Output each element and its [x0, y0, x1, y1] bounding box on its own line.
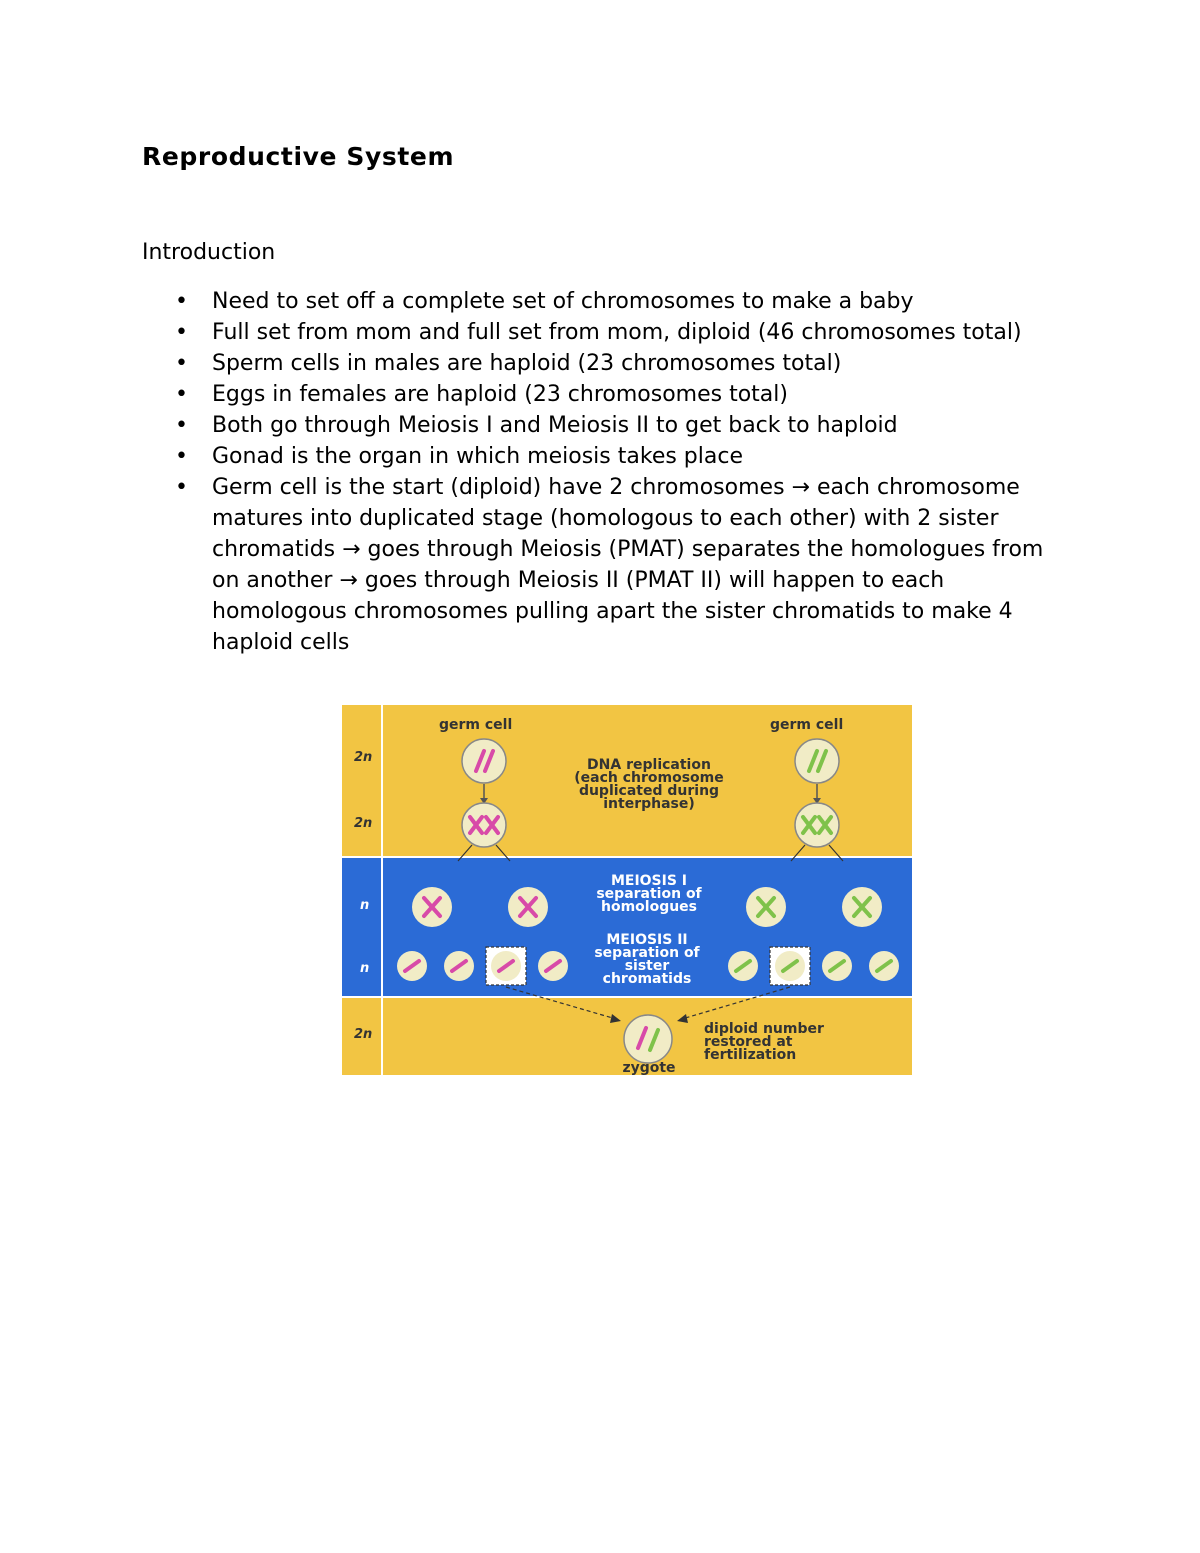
bullet-text: Need to set off a complete set of chromosomes to make a baby — [212, 289, 914, 314]
dna-replication-line: DNA replication — [587, 757, 711, 773]
bullet-text: Germ cell is the start (diploid) have 2 chromosomes → each chromosome matures into duplicated stage (homologous to each other) with 2 sister chromatids → goes through Meiosis (PMAT) separates the homologues from on another → goes through Meiosis II (PMAT II) will happen to each homologous chromosomes pulling apart the sister chromatids to make 4 haploid cells — [212, 475, 1044, 655]
meiosis2-line: sister — [624, 958, 670, 974]
germ-cell-left — [462, 739, 506, 783]
bullet-glyph: • — [175, 475, 188, 500]
zygote-label: zygote — [622, 1060, 676, 1075]
meiosis-diagram — [342, 705, 912, 1075]
list-item — [142, 286, 1062, 317]
bullet-text: Full set from mom and full set from mom, diploid (46 chromosomes total) — [212, 320, 1022, 345]
zygote-cell — [624, 1015, 672, 1063]
bullet-glyph: • — [175, 289, 188, 314]
row-label: 2n — [354, 1027, 373, 1042]
row-label: 2n — [354, 816, 373, 831]
duplicated-cell-left — [462, 803, 506, 847]
bullet-text: Both go through Meiosis I and Meiosis II to get back to haploid — [212, 413, 898, 438]
germ-cell-label-left: germ cell — [439, 717, 513, 733]
bullet-glyph: • — [175, 413, 188, 438]
meiosis1-line: MEIOSIS I — [610, 873, 688, 889]
row-label: 2n — [354, 750, 373, 765]
dna-replication-line: duplicated during — [578, 783, 720, 799]
row-label: n — [360, 898, 370, 913]
bullet-glyph: • — [175, 320, 188, 345]
germ-cell-label-right: germ cell — [770, 717, 844, 733]
meiosis1-line: homologues — [600, 899, 698, 915]
list-item — [142, 441, 1062, 472]
bullet-list — [142, 286, 1062, 658]
list-item — [142, 317, 1062, 348]
document-title: Reproductive System — [142, 142, 455, 171]
bullet-text: Sperm cells in males are haploid (23 chromosomes total) — [212, 351, 842, 376]
bullet-glyph: • — [175, 444, 188, 469]
list-item — [142, 379, 1062, 410]
dna-replication-line: (each chromosome — [574, 770, 724, 786]
diploid-note-line: fertilization — [704, 1047, 797, 1063]
duplicated-cell-right — [795, 803, 839, 847]
dna-replication-line: interphase) — [603, 796, 695, 812]
section-heading: Introduction — [142, 240, 276, 265]
bullet-glyph: • — [175, 382, 188, 407]
bullet-text: Eggs in females are haploid (23 chromosomes total) — [212, 382, 788, 407]
meiosis2-line: chromatids — [602, 971, 692, 987]
list-item — [142, 348, 1062, 379]
meiosis1-line: separation of — [596, 886, 702, 902]
list-item — [142, 410, 1062, 441]
row-label: n — [360, 961, 370, 976]
bullet-glyph: • — [175, 351, 188, 376]
meiosis-figure — [342, 705, 912, 1075]
germ-cell-right — [795, 739, 839, 783]
meiosis2-line: separation of — [594, 945, 700, 961]
diploid-note-line: diploid number — [704, 1021, 824, 1037]
list-item — [142, 472, 1062, 658]
bullet-text: Gonad is the organ in which meiosis takes place — [212, 444, 743, 469]
meiosis2-line: MEIOSIS II — [606, 932, 688, 948]
diploid-note-line: restored at — [704, 1034, 793, 1050]
